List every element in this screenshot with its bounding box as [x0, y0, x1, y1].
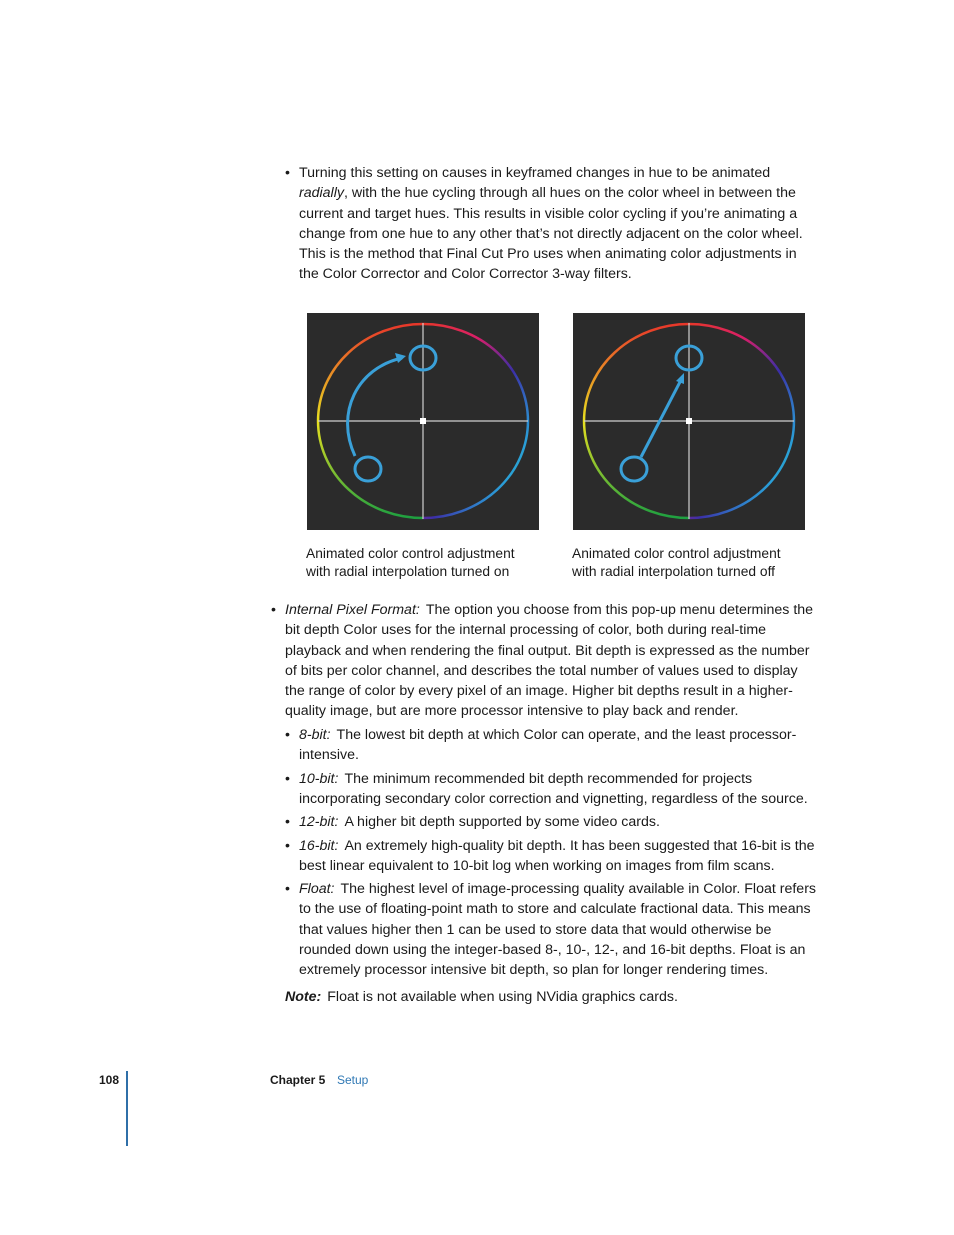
- note-text: Float is not available when using NVidia graphics cards.: [327, 989, 678, 1005]
- color-wheel-figure-radial-off: [573, 313, 805, 530]
- bullet-16bit: • 16-bit: An extremely high-quality bit depth. It has been suggested that 16-bit is the best linear equivalent to 10-bit log when working on images from film scans.: [285, 838, 815, 875]
- intro-line: change from one hue to any other that’s not directly adjacent on the color wheel.: [299, 225, 803, 242]
- note-label: Note:: [285, 989, 322, 1005]
- italic-word: radially: [299, 185, 344, 202]
- page-number: 108: [99, 1073, 120, 1087]
- figure-caption-left: Animated color control adjustment with radial interpolation turned on: [306, 546, 515, 579]
- bullet-float: • Float: The highest level of image-processing quality available in Color. Float refers to the use of floating-point math to store and calculate fractional data. This means that values higher then 1 can be used to store data that would otherwise be rounded down using the integer-based 8-, 10-, 12-, and 16-bit depths. Float is an extremely processor intensive bit depth, so plan for longer rendering times.: [285, 881, 817, 979]
- bullet-dot: •: [285, 771, 290, 787]
- color-wheel-diagram: [307, 313, 539, 530]
- bullet-dot: •: [271, 602, 276, 618]
- color-wheel-figure-radial-on: [307, 313, 539, 530]
- bullet-dot: •: [285, 881, 290, 897]
- bullet-dot: •: [285, 727, 290, 743]
- footer-chapter: Chapter 5: [270, 1073, 326, 1087]
- footer-section-link[interactable]: Setup: [337, 1073, 369, 1087]
- bullet-12bit: • 12-bit: A higher bit depth supported by some video cards.: [299, 812, 829, 832]
- bullet-10bit: • 10-bit: The minimum recommended bit depth recommended for projects incorporating secondary color correction and vignetting, regardless of the source.: [285, 771, 808, 808]
- intro-line: radially, with the hue cycling through all hues on the color wheel in between the: [299, 185, 796, 202]
- note: [285, 987, 830, 1007]
- intro-line: the Color Corrector and Color Corrector 3-way filters.: [299, 266, 632, 283]
- figure-caption-right: Animated color control adjustment with radial interpolation turned off: [572, 546, 781, 579]
- pixel-format-bullet: • Internal Pixel Format: The option you choose from this pop-up menu determines the bit depth Color uses for the internal processing of color, both during real-time playback and when rendering the final output. Bit depth is expressed as the number of bits per color channel, and describes the total number of values used to display the range of color by every pixel of an image. Higher bit depths result in a higher- quality image, but are more processor intensive to play back and render.: [271, 602, 814, 720]
- bullet-8bit: • 8-bit: The lowest bit depth at which Color can operate, and the least processor- intensive.: [285, 727, 797, 764]
- intro-bullet: [285, 163, 829, 285]
- intro-line: Turning this setting on causes in keyframed changes in hue to be animated: [299, 165, 771, 181]
- bullet-dot: •: [285, 814, 290, 830]
- intro-line: This is the method that Final Cut Pro uses when animating color adjustments in: [299, 246, 797, 263]
- intro-line: current and target hues. This results in visible color cycling if you’re animating a: [299, 205, 798, 222]
- footer-divider: [126, 1071, 128, 1146]
- bullet-dot: •: [285, 838, 290, 854]
- pixel-format-term: Internal Pixel Format:: [285, 602, 420, 618]
- bullet-dot: •: [285, 165, 290, 181]
- color-wheel-diagram: [573, 313, 805, 530]
